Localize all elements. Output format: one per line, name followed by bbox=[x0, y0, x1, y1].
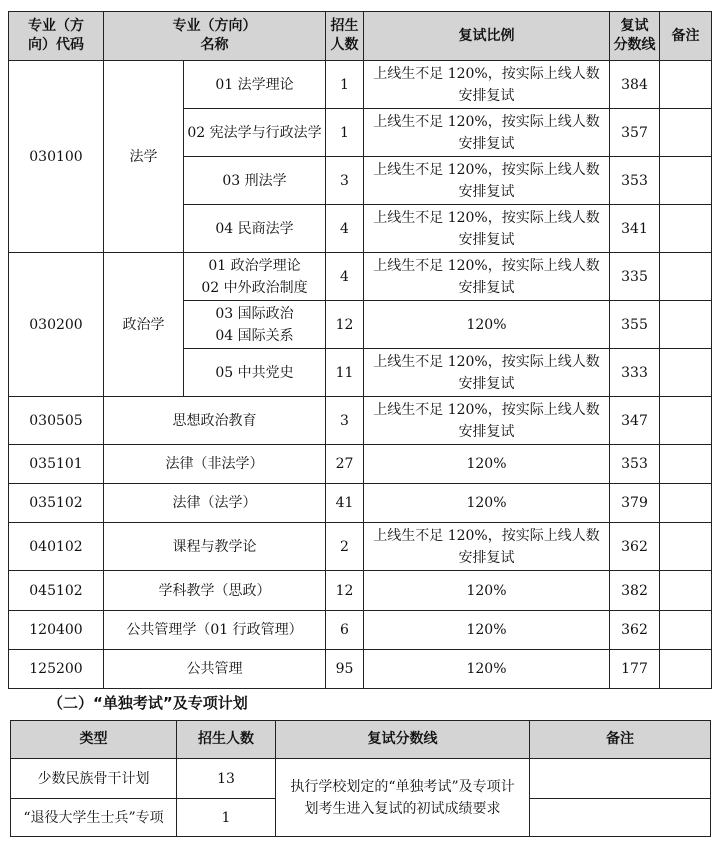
note-cell bbox=[660, 397, 712, 445]
major-name-cell: 学科教学（思政） bbox=[104, 571, 326, 611]
note-cell bbox=[660, 349, 712, 397]
major-name-cell: 政治学 bbox=[104, 253, 184, 397]
score-cell: 333 bbox=[610, 349, 660, 397]
score-cell: 362 bbox=[610, 611, 660, 650]
ratio-cell: 上线生不足 120%，按实际上线人数 安排复试 bbox=[364, 205, 610, 253]
ratio-cell: 120% bbox=[364, 445, 610, 484]
ratio-cell: 上线生不足 120%，按实际上线人数 安排复试 bbox=[364, 157, 610, 205]
enroll-cell: 12 bbox=[326, 571, 364, 611]
note-cell bbox=[660, 484, 712, 523]
header-row bbox=[9, 12, 712, 61]
note-cell bbox=[660, 523, 712, 571]
direction-cell: 05 中共党史 bbox=[184, 349, 326, 397]
direction-cell: 03 刑法学 bbox=[184, 157, 326, 205]
note-cell bbox=[660, 650, 712, 689]
major-code-cell: 030505 bbox=[9, 397, 104, 445]
major-code-cell: 035101 bbox=[9, 445, 104, 484]
enroll-cell: 1 bbox=[326, 61, 364, 109]
enroll-cell: 11 bbox=[326, 349, 364, 397]
note-cell bbox=[660, 445, 712, 484]
table-row bbox=[11, 759, 711, 799]
major-name-cell: 法律（非法学） bbox=[104, 445, 326, 484]
table-row bbox=[9, 445, 712, 484]
enroll-cell: 3 bbox=[326, 157, 364, 205]
admission-table bbox=[8, 11, 712, 689]
major-name-cell: 公共管理 bbox=[104, 650, 326, 689]
score-cell: 382 bbox=[610, 571, 660, 611]
score-cell: 353 bbox=[610, 445, 660, 484]
enroll-cell: 1 bbox=[177, 799, 276, 837]
header-note: 备注 bbox=[530, 721, 711, 759]
ratio-cell: 上线生不足 120%，按实际上线人数 安排复试 bbox=[364, 253, 610, 301]
note-cell bbox=[660, 157, 712, 205]
ratio-cell: 120% bbox=[364, 650, 610, 689]
note-cell bbox=[660, 253, 712, 301]
score-cell: 341 bbox=[610, 205, 660, 253]
header-ratio: 复试比例 bbox=[364, 12, 610, 61]
major-name-cell: 法学 bbox=[104, 61, 184, 253]
header-enroll: 招生人数 bbox=[177, 721, 276, 759]
enroll-cell: 41 bbox=[326, 484, 364, 523]
major-code-cell: 030200 bbox=[9, 253, 104, 397]
table-row bbox=[9, 611, 712, 650]
score-cell: 379 bbox=[610, 484, 660, 523]
enroll-cell: 6 bbox=[326, 611, 364, 650]
major-code-cell: 125200 bbox=[9, 650, 104, 689]
major-code-cell: 045102 bbox=[9, 571, 104, 611]
table-row bbox=[9, 650, 712, 689]
major-name-cell: 公共管理学（01 行政管理） bbox=[104, 611, 326, 650]
score-cell: 347 bbox=[610, 397, 660, 445]
major-name-cell: 思想政治教育 bbox=[104, 397, 326, 445]
direction-cell: 01 政治学理论 02 中外政治制度 bbox=[184, 253, 326, 301]
ratio-cell: 上线生不足 120%，按实际上线人数 安排复试 bbox=[364, 523, 610, 571]
header-enroll: 招生 人数 bbox=[326, 12, 364, 61]
ratio-cell: 120% bbox=[364, 611, 610, 650]
note-cell bbox=[660, 301, 712, 349]
major-code-cell: 035102 bbox=[9, 484, 104, 523]
header-name: 专业（方向） 名称 bbox=[104, 12, 326, 61]
score-cell: 353 bbox=[610, 157, 660, 205]
special-plan-table bbox=[10, 720, 711, 837]
plan-type-cell: 少数民族骨干计划 bbox=[11, 759, 177, 799]
enroll-cell: 3 bbox=[326, 397, 364, 445]
score-cell: 362 bbox=[610, 523, 660, 571]
enroll-cell: 27 bbox=[326, 445, 364, 484]
enroll-cell: 4 bbox=[326, 205, 364, 253]
note-cell bbox=[530, 759, 711, 799]
section-heading: （二）“单独考试”及专项计划 bbox=[48, 694, 248, 712]
note-cell bbox=[660, 571, 712, 611]
score-cell: 357 bbox=[610, 109, 660, 157]
major-code-cell: 040102 bbox=[9, 523, 104, 571]
plan-type-cell: “退役大学生士兵”专项 bbox=[11, 799, 177, 837]
ratio-cell: 上线生不足 120%，按实际上线人数 安排复试 bbox=[364, 397, 610, 445]
direction-cell: 03 国际政治 04 国际关系 bbox=[184, 301, 326, 349]
ratio-cell: 120% bbox=[364, 571, 610, 611]
enroll-cell: 95 bbox=[326, 650, 364, 689]
ratio-cell: 上线生不足 120%，按实际上线人数 安排复试 bbox=[364, 349, 610, 397]
score-cell: 355 bbox=[610, 301, 660, 349]
major-code-cell: 120400 bbox=[9, 611, 104, 650]
ratio-cell: 上线生不足 120%，按实际上线人数 安排复试 bbox=[364, 109, 610, 157]
score-requirement-cell: 执行学校划定的“单独考试”及专项计 划考生进入复试的初试成绩要求 bbox=[276, 759, 530, 837]
direction-cell: 02 宪法学与行政法学 bbox=[184, 109, 326, 157]
note-cell bbox=[660, 109, 712, 157]
score-cell: 384 bbox=[610, 61, 660, 109]
table-row bbox=[9, 484, 712, 523]
enroll-cell: 13 bbox=[177, 759, 276, 799]
table-row bbox=[9, 397, 712, 445]
ratio-cell: 120% bbox=[364, 484, 610, 523]
direction-cell: 01 法学理论 bbox=[184, 61, 326, 109]
ratio-cell: 上线生不足 120%，按实际上线人数 安排复试 bbox=[364, 61, 610, 109]
header-row bbox=[11, 721, 711, 759]
enroll-cell: 2 bbox=[326, 523, 364, 571]
table-row bbox=[9, 571, 712, 611]
header-score: 复试分数线 bbox=[276, 721, 530, 759]
enroll-cell: 4 bbox=[326, 253, 364, 301]
major-code-cell: 030100 bbox=[9, 61, 104, 253]
score-cell: 177 bbox=[610, 650, 660, 689]
header-score: 复试 分数线 bbox=[610, 12, 660, 61]
header-note: 备注 bbox=[660, 12, 712, 61]
major-name-cell: 法律（法学） bbox=[104, 484, 326, 523]
enroll-cell: 12 bbox=[326, 301, 364, 349]
note-cell bbox=[660, 611, 712, 650]
score-cell: 335 bbox=[610, 253, 660, 301]
table-row bbox=[9, 61, 712, 109]
enroll-cell: 1 bbox=[326, 109, 364, 157]
table-row bbox=[9, 253, 712, 301]
major-name-cell: 课程与教学论 bbox=[104, 523, 326, 571]
note-cell bbox=[660, 205, 712, 253]
table-row bbox=[9, 523, 712, 571]
note-cell bbox=[660, 61, 712, 109]
direction-cell: 04 民商法学 bbox=[184, 205, 326, 253]
ratio-cell: 120% bbox=[364, 301, 610, 349]
note-cell bbox=[530, 799, 711, 837]
header-code: 专业（方 向）代码 bbox=[9, 12, 104, 61]
header-type: 类型 bbox=[11, 721, 177, 759]
